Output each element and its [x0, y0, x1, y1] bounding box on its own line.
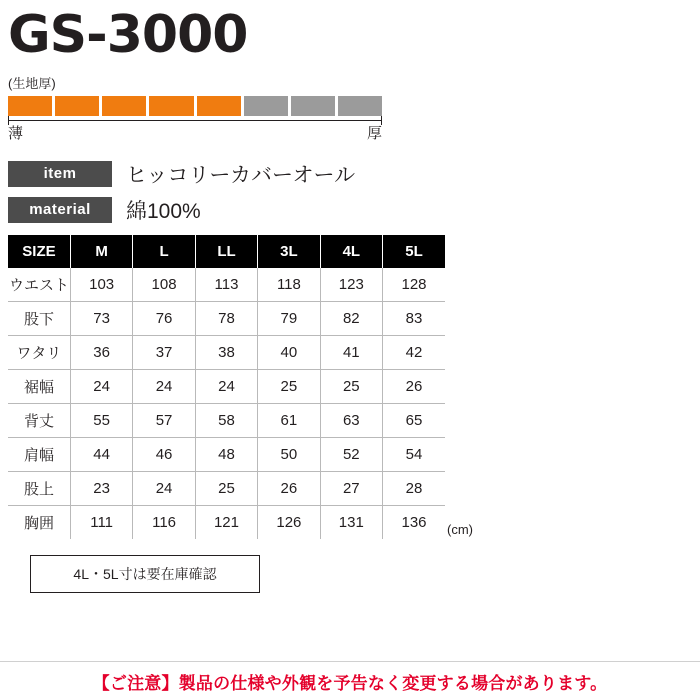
size-cell: 37	[133, 335, 195, 369]
page-title: GS-3000	[8, 5, 248, 65]
size-cell: 103	[70, 268, 132, 302]
size-cell: 44	[70, 437, 132, 471]
size-cell: 36	[70, 335, 132, 369]
size-cell: 121	[195, 505, 257, 539]
size-cell: 55	[70, 403, 132, 437]
size-cell: 24	[133, 369, 195, 403]
size-cell: 50	[258, 437, 320, 471]
size-row-label: 裾幅	[8, 369, 70, 403]
size-cell: 40	[258, 335, 320, 369]
size-column-header: LL	[195, 235, 257, 268]
size-cell: 27	[320, 471, 382, 505]
thickness-segment	[197, 96, 241, 116]
caution-text: 【ご注意】製品の仕様や外観を予告なく変更する場合があります。	[92, 673, 608, 693]
size-column-header: 3L	[258, 235, 320, 268]
table-row	[8, 301, 445, 335]
stock-confirmation-note-text: 4L・5L寸は要在庫確認	[73, 565, 217, 582]
size-table-head	[8, 235, 445, 268]
size-cell: 57	[133, 403, 195, 437]
size-cell: 113	[195, 268, 257, 302]
size-cell: 61	[258, 403, 320, 437]
size-cell: 46	[133, 437, 195, 471]
size-column-header: 5L	[383, 235, 445, 268]
size-cell: 52	[320, 437, 382, 471]
size-cell: 79	[258, 301, 320, 335]
size-cell: 76	[133, 301, 195, 335]
size-cell: 38	[195, 335, 257, 369]
size-column-header: 4L	[320, 235, 382, 268]
size-cell: 25	[195, 471, 257, 505]
stock-confirmation-note	[30, 555, 260, 593]
axis-label-thin: 薄	[8, 124, 24, 142]
size-row-label: 股下	[8, 301, 70, 335]
spec-row-material	[8, 195, 700, 225]
size-cell: 24	[133, 471, 195, 505]
table-row	[8, 403, 445, 437]
spec-value-item: ヒッコリーカバーオール	[126, 163, 356, 187]
size-table-wrap	[0, 235, 700, 539]
size-cell: 65	[383, 403, 445, 437]
size-cell: 108	[133, 268, 195, 302]
size-cell: 83	[383, 301, 445, 335]
spec-value-material: 綿100%	[126, 199, 201, 223]
size-cell: 128	[383, 268, 445, 302]
axis-line	[8, 120, 382, 121]
size-cell: 54	[383, 437, 445, 471]
axis-label-thick: 厚	[366, 124, 382, 142]
size-row-label: ウエスト	[8, 268, 70, 302]
thickness-segment	[244, 96, 288, 116]
table-row	[8, 505, 445, 539]
table-row	[8, 268, 445, 302]
thickness-axis	[8, 120, 382, 143]
size-table-header-row	[8, 235, 445, 268]
size-row-label: 股上	[8, 471, 70, 505]
table-row	[8, 369, 445, 403]
size-cell: 118	[258, 268, 320, 302]
size-cell: 136	[383, 505, 445, 539]
thickness-bar	[8, 96, 382, 116]
size-table-unit: (cm)	[447, 521, 473, 537]
thickness-segment	[102, 96, 146, 116]
size-cell: 131	[320, 505, 382, 539]
thickness-segment	[149, 96, 193, 116]
table-row	[8, 335, 445, 369]
size-cell: 25	[258, 369, 320, 403]
fabric-thickness-caption: (生地厚)	[8, 75, 56, 91]
size-row-label: ワタリ	[8, 335, 70, 369]
size-cell: 116	[133, 505, 195, 539]
size-cell: 126	[258, 505, 320, 539]
size-table-corner-label: SIZE	[8, 235, 70, 268]
size-cell: 41	[320, 335, 382, 369]
size-row-label: 背丈	[8, 403, 70, 437]
thickness-segment	[8, 96, 52, 116]
size-cell: 82	[320, 301, 382, 335]
size-cell: 23	[70, 471, 132, 505]
spec-list	[0, 159, 700, 225]
size-cell: 63	[320, 403, 382, 437]
spec-key-item: item	[8, 161, 112, 187]
spec-key-material: material	[8, 197, 112, 223]
size-cell: 28	[383, 471, 445, 505]
table-row	[8, 471, 445, 505]
caution-bar	[0, 661, 700, 700]
thickness-segment	[55, 96, 99, 116]
table-row	[8, 437, 445, 471]
thickness-segment	[291, 96, 335, 116]
size-row-label: 肩幅	[8, 437, 70, 471]
size-cell: 25	[320, 369, 382, 403]
size-cell: 24	[70, 369, 132, 403]
size-cell: 111	[70, 505, 132, 539]
spec-row-item	[8, 159, 700, 189]
size-column-header: M	[70, 235, 132, 268]
size-cell: 73	[70, 301, 132, 335]
size-cell: 123	[320, 268, 382, 302]
size-cell: 26	[383, 369, 445, 403]
size-cell: 26	[258, 471, 320, 505]
size-column-header: L	[133, 235, 195, 268]
size-cell: 42	[383, 335, 445, 369]
size-cell: 24	[195, 369, 257, 403]
size-cell: 78	[195, 301, 257, 335]
size-cell: 58	[195, 403, 257, 437]
size-table	[8, 235, 445, 539]
size-row-label: 胸囲	[8, 505, 70, 539]
size-cell: 48	[195, 437, 257, 471]
fabric-thickness-gauge	[0, 63, 382, 143]
size-table-body	[8, 268, 445, 539]
thickness-segment	[338, 96, 382, 116]
